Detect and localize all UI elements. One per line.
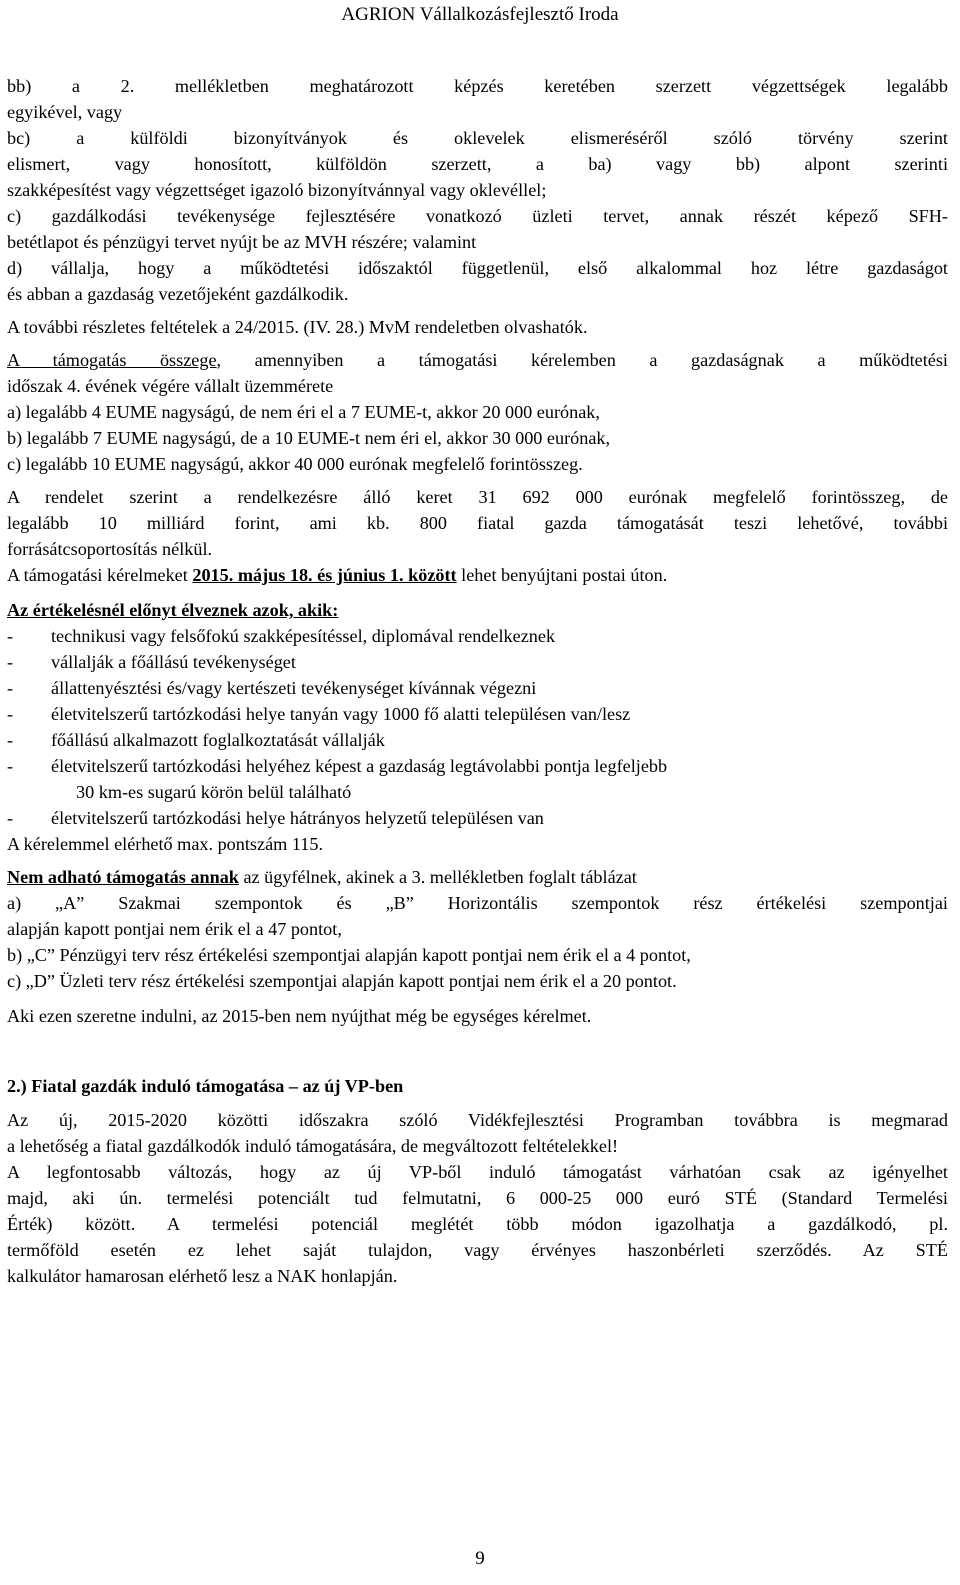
list-item: - életvitelszerű tartózkodási helye tanyán vagy 1000 fő alatti településen van/lesz [7, 704, 631, 724]
p1-line: és abban a gazdaság vezetőjeként gazdálkodik. [7, 284, 349, 304]
p1-line: elismert, vagy honosított, külföldön szerzett, a ba) vagy bb) alpont szerinti [7, 154, 948, 174]
amount-intro-rest: , amennyiben a támogatási kérelemben a gazdaságnak a működtetési [216, 350, 948, 370]
section-2-line: A legfontosabb változás, hogy az új VP-ből induló támogatást várhatóan csak az igényelhet [7, 1162, 948, 1182]
list-item: - technikusi vagy felsőfokú szakképesítéssel, diplomával rendelkeznek [7, 626, 556, 646]
p1-line: bc) a külföldi bizonyítványok és oklevelek elismeréséről szóló törvény szerint [7, 128, 948, 148]
exclusion-intro-rest: az ügyfélnek, akinek a 3. mellékletben foglalt táblázat [238, 867, 637, 887]
section-2-line: termőföld esetén ez lehet saját tulajdon, vagy érvényes haszonbérleti szerződés. Az STÉ [7, 1240, 948, 1260]
p1-line: d) vállalja, hogy a működtetési időszaktól függetlenül, első alkalommal hoz létre gazdaságot [7, 258, 948, 278]
rules-reference: A további részletes feltételek a 24/2015. (IV. 28.) MvM rendeletben olvashatók. [7, 317, 588, 337]
amount-line: a) legalább 4 EUME nagyságú, de nem éri el a 7 EUME-t, akkor 20 000 eurónak, [7, 402, 600, 422]
deadline-dates: 2015. május 18. és június 1. között [192, 565, 457, 585]
section-2-line: Érték) között. A termelési potenciál meglétét több módon igazolhatja a gazdálkodó, pl. [7, 1214, 948, 1234]
page-header: AGRION Vállalkozásfejlesztő Iroda [341, 4, 619, 25]
section-2-line: a lehetőség a fiatal gazdálkodók induló támogatására, de megváltozott feltételekkel! [7, 1136, 619, 1156]
exclusion-line: c) „D” Üzleti terv rész értékelési szempontjai alapján kapott pontjai nem érik el a 20 pontot. [7, 971, 677, 991]
p1-line: egyikével, vagy [7, 102, 123, 122]
amount-line: b) legalább 7 EUME nagyságú, de a 10 EUME-t nem éri el, akkor 30 000 eurónak, [7, 428, 611, 448]
amount-line: időszak 4. évének végére vállalt üzemmérete [7, 376, 334, 396]
exclusion-intro [7, 865, 948, 889]
exclusion-line: a) „A” Szakmai szempontok és „B” Horizontális szempontok rész értékelési szempontjai [7, 893, 948, 913]
p1-line: betétlapot és pénzügyi tervet nyújt be az MVH részére; valamint [7, 232, 477, 252]
amount-heading: A támogatás összege [7, 350, 217, 370]
exclusion-line: b) „C” Pénzügyi terv rész értékelési szempontjai alapján kapott pontjai nem érik el a 4 pontot, [7, 945, 691, 965]
list-item: - vállalják a főállású tevékenységet [7, 652, 296, 672]
budget-line: legalább 10 milliárd forint, ami kb. 800 fiatal gazda támogatását teszi lehetővé, további [7, 513, 948, 533]
list-item: - állattenyésztési és/vagy kertészeti tevékenységet kívánnak végezni [7, 678, 537, 698]
p1-line: szakképesítést vagy végzettséget igazoló bizonyítvánnyal vagy oklevéllel; [7, 180, 547, 200]
p1-line: bb) a 2. mellékletben meghatározott képzés keretében szerzett végzettségek legalább [7, 76, 948, 96]
budget-line: forrásátcsoportosítás nélkül. [7, 539, 213, 559]
max-score: A kérelemmel elérhető max. pontszám 115. [7, 834, 323, 854]
list-item: - életvitelszerű tartózkodási helye hátrányos helyzetű településen van [7, 808, 544, 828]
exclusion-heading: Nem adható támogatás annak [7, 867, 239, 887]
p1-line: c) gazdálkodási tevékenysége fejlesztésére vonatkozó üzleti tervet, annak részét képező SFH- [7, 206, 948, 226]
list-item: - főállású alkalmazott foglalkoztatását vállalják [7, 730, 385, 750]
section-2-title: 2.) Fiatal gazdák induló támogatása – az új VP-ben [7, 1076, 404, 1096]
amount-intro [7, 348, 948, 372]
single-application-note: Aki ezen szeretne indulni, az 2015-ben nem nyújthat még be egységes kérelmet. [7, 1006, 592, 1026]
priority-heading: Az értékelésnél előnyt élveznek azok, akik: [7, 600, 339, 620]
section-2-line: majd, aki ún. termelési potenciált tud felmutatni, 6 000-25 000 euró STÉ (Standard Termelési [7, 1188, 948, 1208]
deadline-prefix: A támogatási kérelmeket [7, 565, 193, 585]
deadline-line [7, 563, 948, 587]
amount-line: c) legalább 10 EUME nagyságú, akkor 40 000 eurónak megfelelő forintösszeg. [7, 454, 583, 474]
list-item-continuation: 30 km-es sugarú körön belül található [76, 782, 352, 802]
section-2-line: Az új, 2015-2020 közötti időszakra szóló Vidékfejlesztési Programban továbbra is megmarad [7, 1110, 948, 1130]
section-2-line: kalkulátor hamarosan elérhető lesz a NAK honlapján. [7, 1266, 398, 1286]
page-number: 9 [475, 1548, 485, 1569]
exclusion-line: alapján kapott pontjai nem érik el a 47 pontot, [7, 919, 342, 939]
list-item: - életvitelszerű tartózkodási helyéhez képest a gazdaság legtávolabbi pontja legfeljebb [7, 756, 668, 776]
budget-line: A rendelet szerint a rendelkezésre álló keret 31 692 000 eurónak megfelelő forintösszeg, de [7, 487, 948, 507]
deadline-suffix: lehet benyújtani postai úton. [456, 565, 668, 585]
